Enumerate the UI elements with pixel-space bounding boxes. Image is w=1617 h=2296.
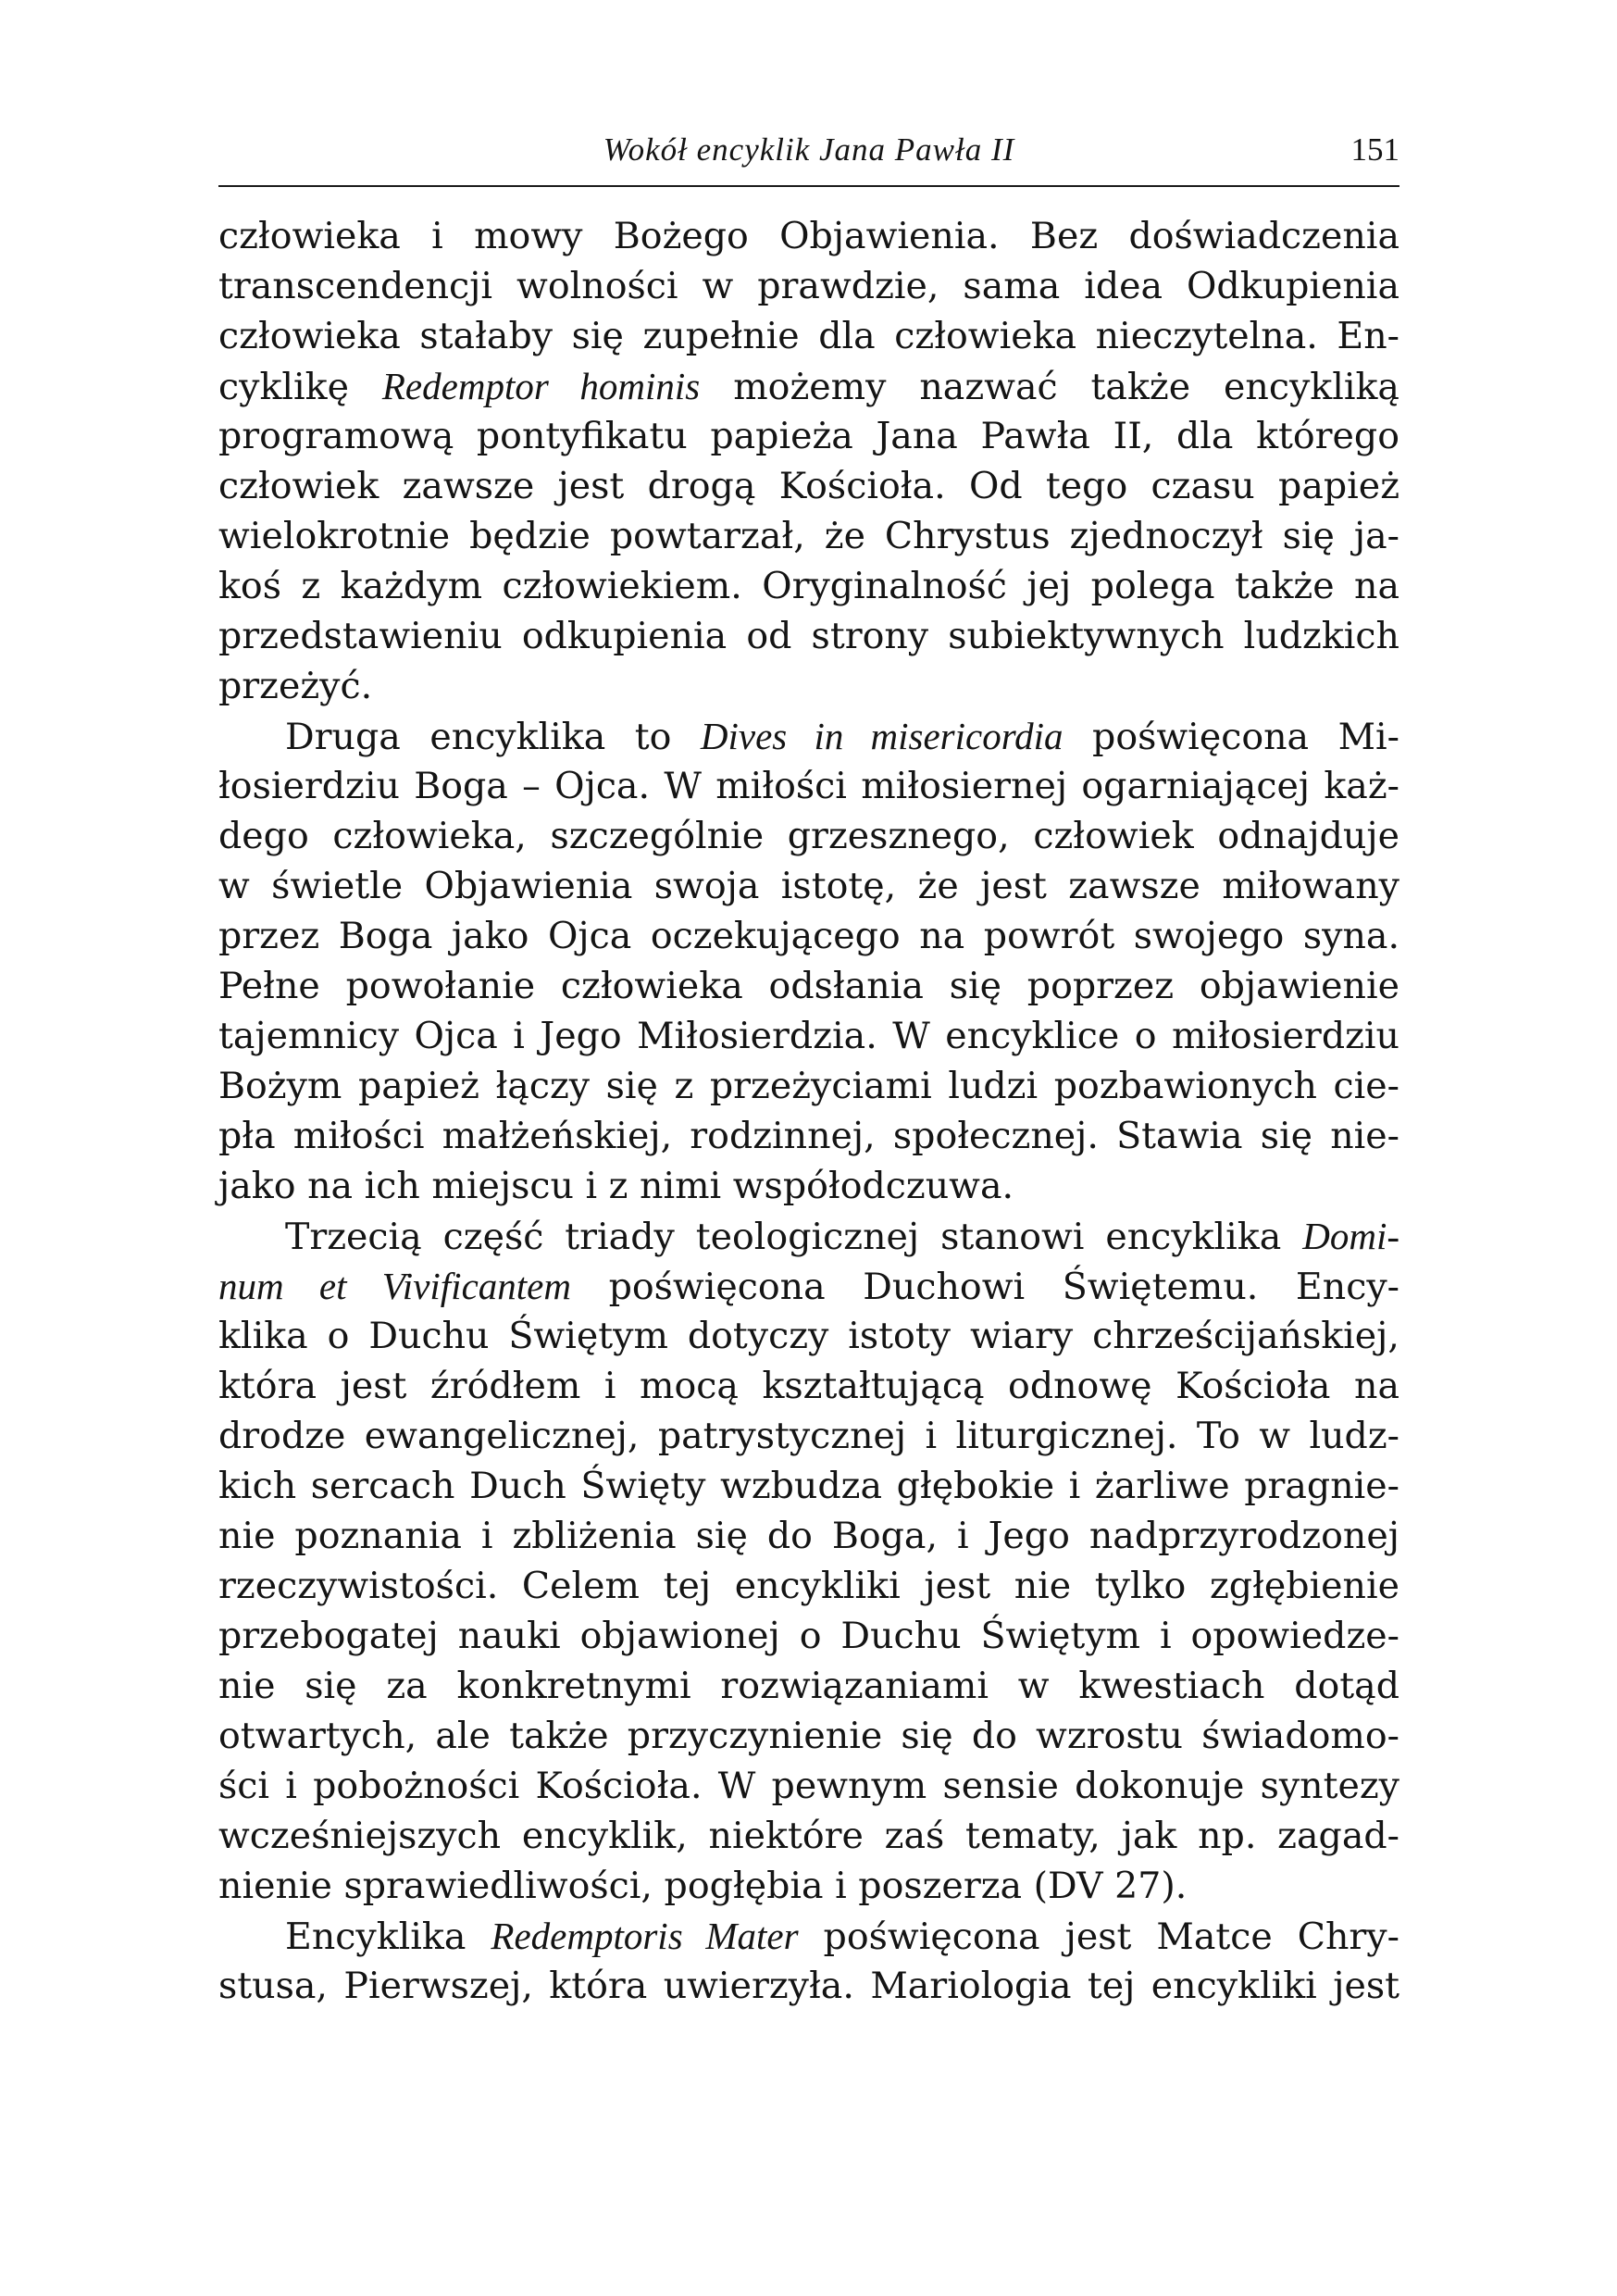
text-run: która jest źródłem i mocą kształtującą odnowę Kościoła na bbox=[218, 1365, 1399, 1407]
text-line-paragraph-start bbox=[218, 1911, 1399, 1961]
text-run: nienie sprawiedliwości, pogłębia i poszerza (DV 27). bbox=[218, 1865, 1188, 1907]
text-line bbox=[218, 261, 1399, 311]
text-run: dego człowieka, szczególnie grzesznego, człowiek odnajduje bbox=[218, 815, 1399, 857]
text-line bbox=[218, 861, 1399, 911]
italic-title-run: Redemptoris Mater bbox=[491, 1915, 799, 1957]
text-line bbox=[218, 1261, 1399, 1311]
text-line bbox=[218, 1311, 1399, 1361]
text-line bbox=[218, 1711, 1399, 1761]
text-run: cyklikę bbox=[218, 366, 382, 408]
text-line bbox=[218, 361, 1399, 411]
text-run: przeżyć. bbox=[218, 665, 373, 707]
text-line bbox=[218, 1461, 1399, 1511]
text-run: wcześniejszych encyklik, niektóre zaś tematy, jak np. zagad- bbox=[218, 1815, 1399, 1857]
italic-title-run: Domi- bbox=[1302, 1215, 1399, 1257]
text-line bbox=[218, 1361, 1399, 1411]
text-run: ści i pobożności Kościoła. W pewnym sensie dokonuje syntezy bbox=[218, 1765, 1399, 1807]
text-run: poświęcona jest Matce Chry- bbox=[798, 1915, 1399, 1958]
text-run: człowieka i mowy Bożego Objawienia. Bez doświadczenia bbox=[218, 215, 1399, 257]
text-line bbox=[218, 1111, 1399, 1161]
text-run: Bożym papież łączy się z przeżyciami ludzi pozbawionych cie- bbox=[218, 1065, 1399, 1107]
text-run: Druga encyklika to bbox=[285, 716, 701, 758]
body-text bbox=[218, 211, 1399, 2011]
text-line bbox=[218, 961, 1399, 1011]
text-run: przez Boga jako Ojca oczekującego na powrót swojego syna. bbox=[218, 915, 1399, 957]
text-run: człowieka stałaby się zupełnie dla człowieka nieczytelna. En- bbox=[218, 315, 1399, 357]
text-line bbox=[218, 811, 1399, 861]
page-number: 151 bbox=[1350, 131, 1399, 168]
text-line bbox=[218, 461, 1399, 511]
text-run: nie się za konkretnymi rozwiązaniami w kwestiach dotąd bbox=[218, 1665, 1399, 1707]
text-run: Pełne powołanie człowieka odsłania się poprzez objawienie bbox=[218, 965, 1399, 1007]
text-line bbox=[218, 1561, 1399, 1611]
text-line bbox=[218, 311, 1399, 361]
running-header bbox=[218, 130, 1399, 187]
text-line bbox=[218, 1611, 1399, 1661]
text-run: w świetle Objawienia swoja istotę, że jest zawsze miłowany bbox=[218, 865, 1399, 907]
italic-title-run: Redemptor hominis bbox=[381, 365, 701, 407]
text-run: jako na ich miejscu i z nimi współodczuwa. bbox=[218, 1165, 1014, 1207]
text-line bbox=[218, 1011, 1399, 1061]
text-run: nie poznania i zbliżenia się do Boga, i Jego nadprzyrodzonej bbox=[218, 1515, 1399, 1557]
text-line bbox=[218, 1411, 1399, 1461]
text-line bbox=[218, 511, 1399, 561]
text-line-paragraph-start bbox=[218, 711, 1399, 761]
text-run: tajemnicy Ojca i Jego Miłosierdzia. W encyklice o miłosierdziu bbox=[218, 1015, 1399, 1057]
text-line-paragraph-start bbox=[218, 1211, 1399, 1261]
text-run: łosierdziu Boga – Ojca. W miłości miłosiernej ogarniającej każ- bbox=[218, 765, 1399, 807]
text-line bbox=[218, 911, 1399, 961]
text-line bbox=[218, 1961, 1399, 2011]
text-line bbox=[218, 1761, 1399, 1811]
text-run: Encyklika bbox=[285, 1915, 491, 1958]
text-line bbox=[218, 211, 1399, 261]
text-line-paragraph-end bbox=[218, 661, 1399, 711]
text-run: rzeczywistości. Celem tej encykliki jest nie tylko zgłębienie bbox=[218, 1565, 1399, 1607]
text-run: człowiek zawsze jest drogą Kościoła. Od tego czasu papież bbox=[218, 465, 1399, 507]
text-run: pła miłości małżeńskiej, rodzinnej, społecznej. Stawia się nie- bbox=[218, 1115, 1399, 1157]
text-run: klika o Duchu Świętym dotyczy istoty wiary chrześcijańskiej, bbox=[218, 1315, 1399, 1357]
text-line bbox=[218, 1661, 1399, 1711]
text-run: przebogatej nauki objawionej o Duchu Świętym i opowiedze- bbox=[218, 1615, 1399, 1657]
text-run: Trzecią część triady teologicznej stanowi encyklika bbox=[285, 1216, 1303, 1258]
text-line bbox=[218, 1061, 1399, 1111]
text-run: poświęcona Mi- bbox=[1063, 716, 1400, 758]
text-run: stusa, Pierwszej, która uwierzyła. Mariologia tej encykliki jest bbox=[218, 1965, 1399, 2007]
text-run: możemy nazwać także encykliką bbox=[700, 366, 1399, 408]
text-line bbox=[218, 561, 1399, 611]
italic-title-run: Dives in misericordia bbox=[700, 715, 1063, 757]
running-title: Wokół encyklik Jana Pawła II bbox=[603, 131, 1015, 168]
italic-title-run: num et Vivificantem bbox=[218, 1265, 571, 1307]
text-run: drodze ewangelicznej, patrystycznej i liturgicznej. To w ludz- bbox=[218, 1415, 1399, 1457]
text-run: poświęcona Duchowi Świętemu. Ency- bbox=[570, 1266, 1399, 1308]
text-run: przedstawieniu odkupienia od strony subiektywnych ludzkich bbox=[218, 615, 1399, 657]
text-run: transcendencji wolności w prawdzie, sama idea Odkupienia bbox=[218, 265, 1399, 307]
text-line bbox=[218, 1511, 1399, 1561]
text-line-paragraph-end bbox=[218, 1861, 1399, 1911]
text-run: kich sercach Duch Święty wzbudza głębokie i żarliwe pragnie- bbox=[218, 1465, 1399, 1507]
text-run: koś z każdym człowiekiem. Oryginalność jej polega także na bbox=[218, 565, 1399, 607]
text-line bbox=[218, 611, 1399, 661]
text-run: otwartych, ale także przyczynienie się do wzrostu świadomo- bbox=[218, 1715, 1399, 1757]
text-line bbox=[218, 1811, 1399, 1861]
text-line-paragraph-end bbox=[218, 1161, 1399, 1211]
text-line bbox=[218, 761, 1399, 811]
text-run: wielokrotnie będzie powtarzał, że Chrystus zjednoczył się ja- bbox=[218, 515, 1399, 557]
text-line bbox=[218, 411, 1399, 461]
text-run: programową pontyfikatu papieża Jana Pawła II, dla którego bbox=[218, 415, 1399, 457]
